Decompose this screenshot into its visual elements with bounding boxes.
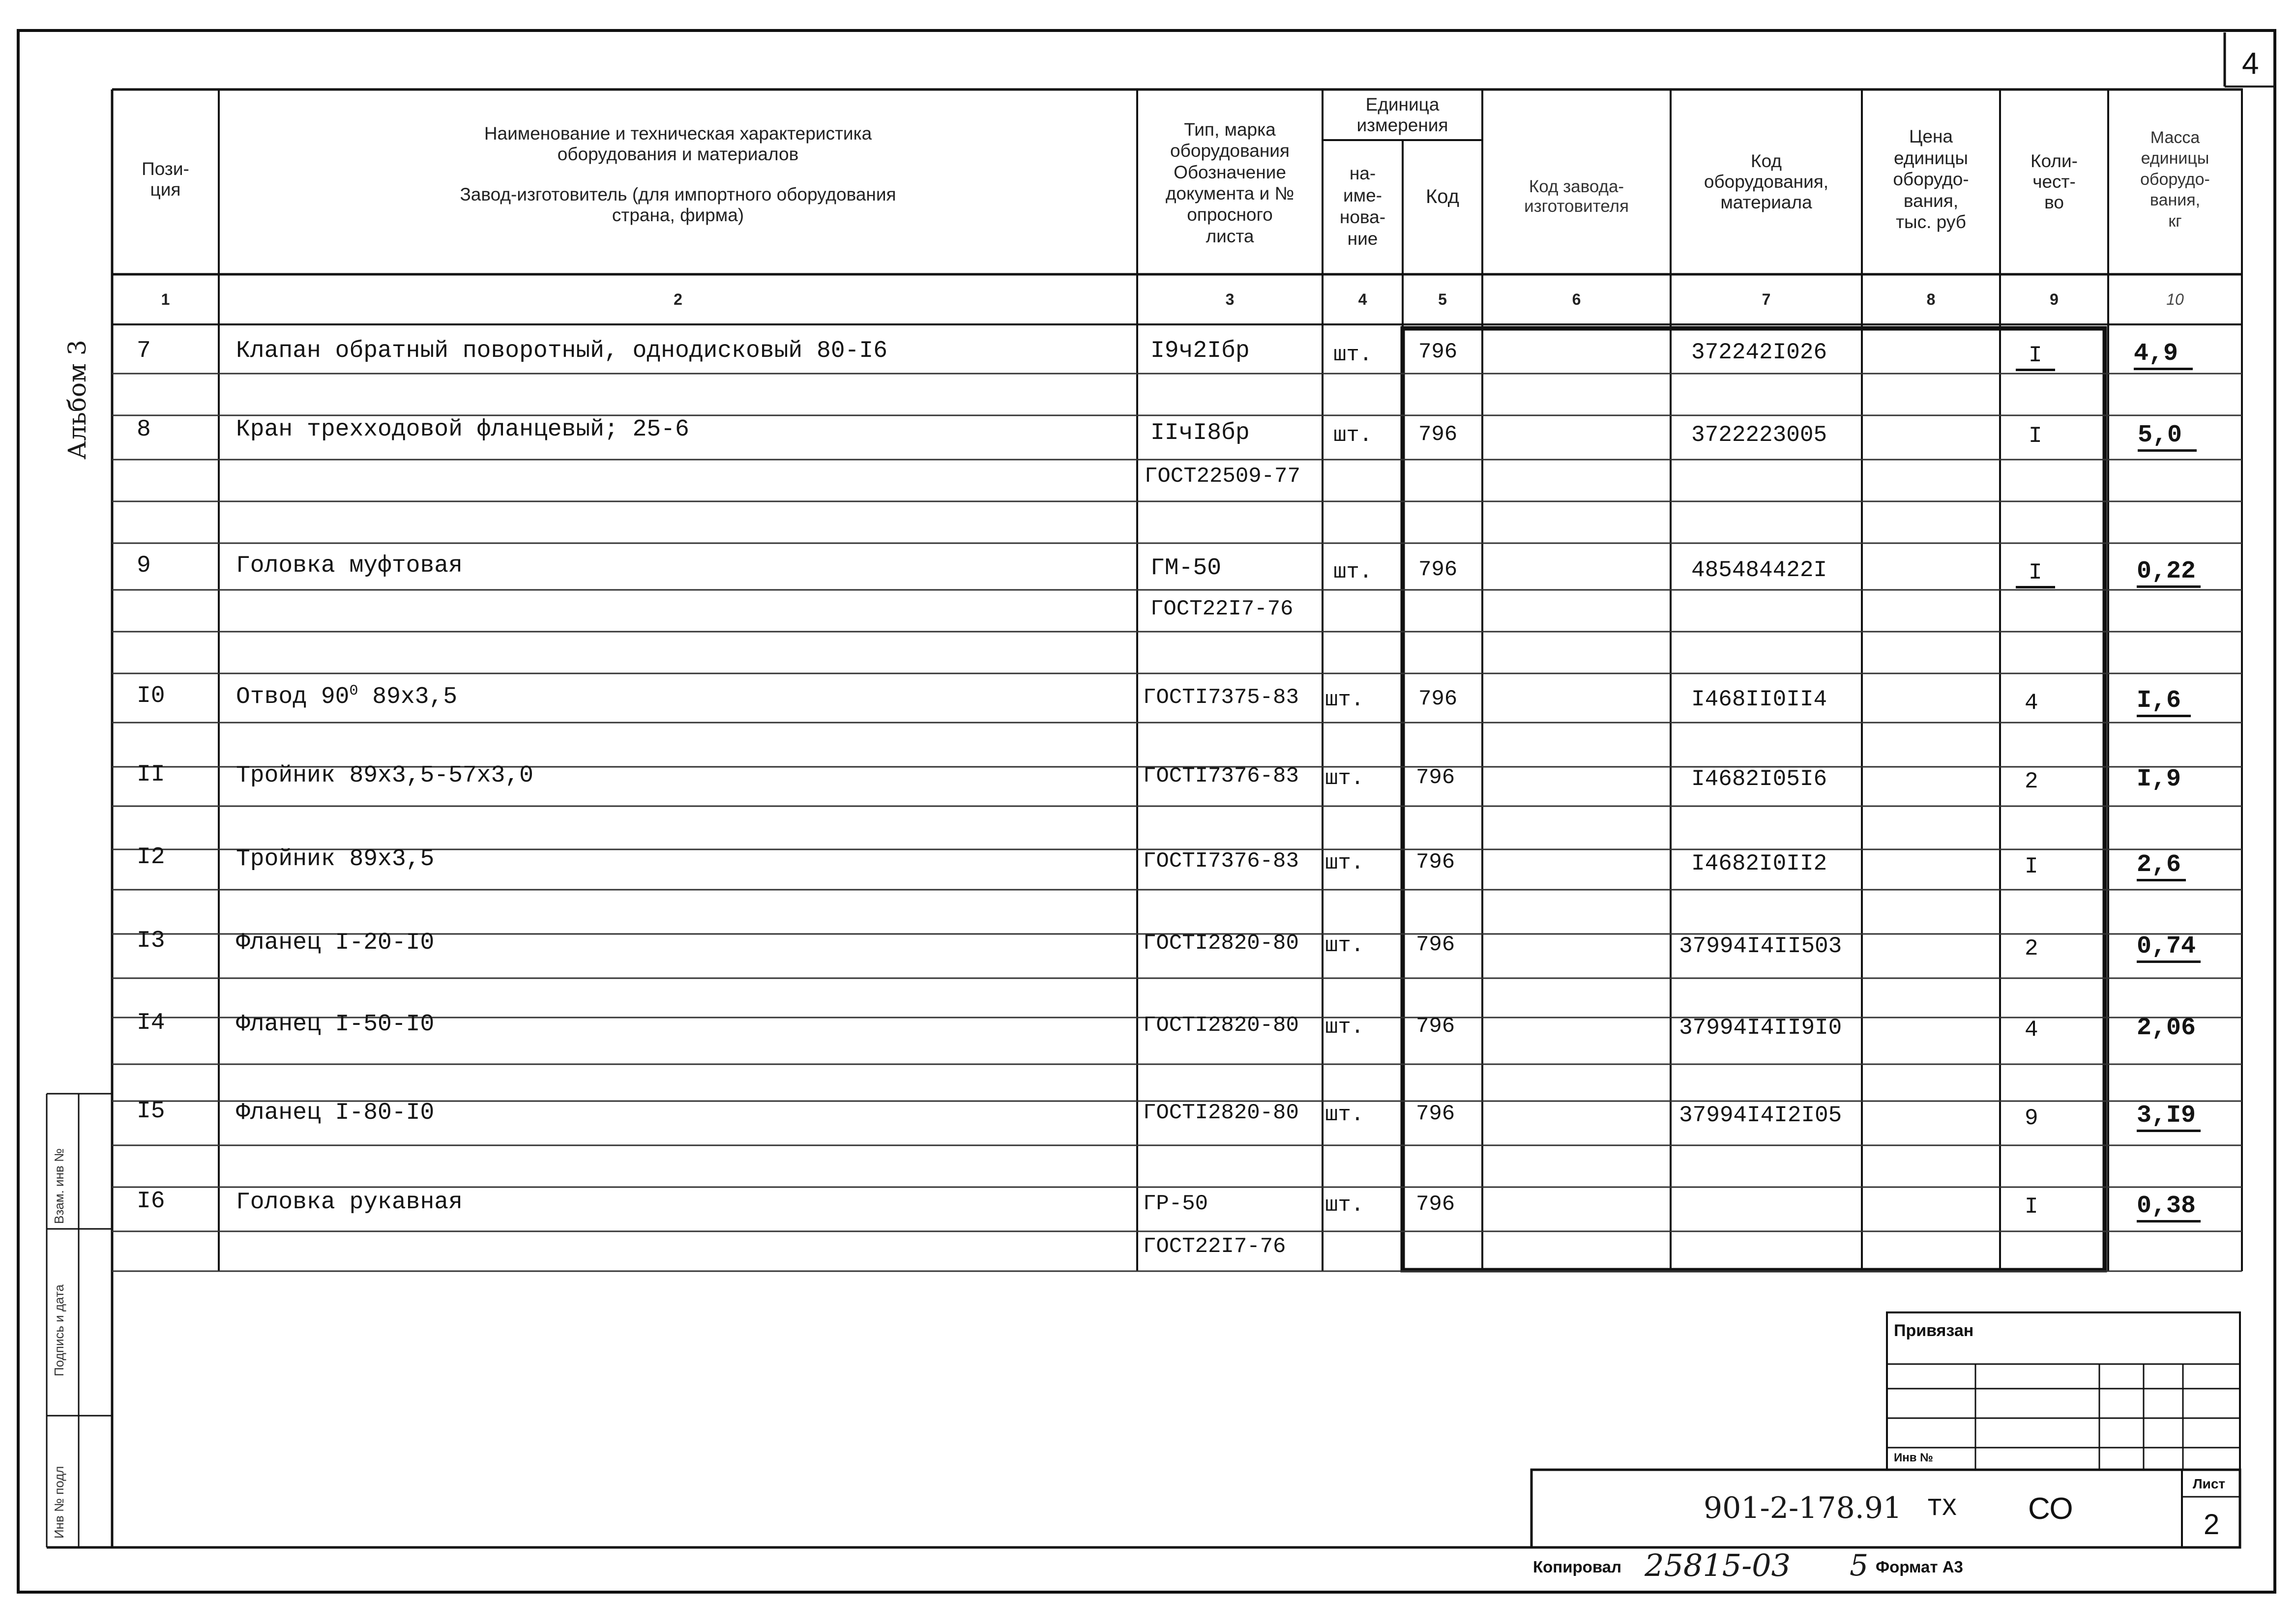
cell-type: ГОСТI2820-80	[1143, 931, 1299, 956]
cell-unit: шт.	[1333, 343, 1373, 367]
col-num-4: 4	[1358, 290, 1367, 308]
cell-position: I5	[137, 1098, 165, 1125]
header-quantity: Коли- чест- во	[2031, 151, 2078, 212]
stamp-inventory-label: Инв №	[1894, 1451, 1933, 1464]
cell-code: 796	[1418, 557, 1458, 582]
cell-quantity: 9	[2025, 1105, 2038, 1131]
cell-mass: 2,6	[2137, 851, 2186, 881]
cell-position: I0	[137, 683, 165, 709]
cell-type: ГОСТI7375-83	[1143, 685, 1299, 710]
document-code: 901-2-178.91	[1704, 1491, 1902, 1525]
cell-name: Клапан обратный поворотный, однодисковый 80-I6	[236, 338, 888, 364]
cell-type: ГР-50	[1143, 1192, 1208, 1216]
cell-quantity: I	[2025, 1194, 2038, 1220]
header-name: Наименование и техническая характеристика оборудования и материалов Завод-изготовитель (для импортного оборудования страна, фирма)	[460, 123, 896, 225]
cell-unit: шт.	[1325, 933, 1364, 958]
cell-name: Тройник 89х3,5-57х3,0	[236, 762, 533, 789]
cell-unit: шт.	[1325, 1015, 1364, 1040]
cell-mass: 0,38	[2137, 1193, 2201, 1222]
cell-position: I6	[137, 1188, 165, 1215]
copied-number: 5	[1850, 1548, 1869, 1583]
document-suffix-co: СО	[2028, 1492, 2073, 1526]
cell-name: Кран трехходовой фланцевый; 25-6	[236, 416, 689, 443]
cell-name: Фланец I-80-I0	[236, 1100, 435, 1126]
col-num-3: 3	[1225, 290, 1235, 308]
cell-quantity: I	[2016, 343, 2055, 371]
cell-material-code: I468II0II4	[1691, 687, 1827, 712]
col-num-8: 8	[1926, 290, 1936, 308]
header-mass: Масса единицы оборудо- вания, кг	[2140, 128, 2210, 231]
cell-name: Отвод $90^0$ 89х3,5	[236, 683, 458, 710]
cell-type-standard: ГОСТ22I7-76	[1143, 1234, 1286, 1259]
cell-position: II	[137, 761, 165, 788]
cell-name: Тройник 89х3,5	[236, 846, 435, 873]
cell-mass: 3,I9	[2137, 1102, 2201, 1132]
cell-mass: I,6	[2137, 687, 2191, 717]
copied-label: Копировал	[1533, 1558, 1622, 1576]
cell-code: 796	[1416, 765, 1455, 790]
header-plant-code: Код завода- изготовителя	[1524, 177, 1629, 216]
cell-mass: 5,0	[2138, 422, 2197, 452]
album-label: Альбом 3	[63, 340, 91, 460]
cell-code: 796	[1418, 687, 1458, 711]
cell-type: ГОСТI2820-80	[1143, 1013, 1299, 1038]
col-num-7: 7	[1762, 290, 1771, 308]
cell-material-code: 37994I4I2I05	[1679, 1103, 1842, 1128]
cell-type: IIчI8бр	[1150, 420, 1250, 446]
cell-quantity: I	[2029, 423, 2042, 449]
cell-code: 796	[1418, 340, 1458, 364]
col-num-5: 5	[1438, 290, 1447, 308]
col-num-10: 10	[2166, 290, 2184, 308]
cell-quantity: 2	[2025, 769, 2038, 794]
cell-code: 796	[1416, 1102, 1455, 1126]
cell-quantity: 2	[2025, 936, 2038, 961]
cell-type: I9ч2Iбр	[1150, 338, 1250, 364]
cell-name: Фланец I-50-I0	[236, 1011, 435, 1038]
cell-position: 9	[137, 553, 151, 579]
cell-position: 7	[137, 338, 151, 364]
cell-quantity: I	[2025, 854, 2038, 879]
col-num-1: 1	[161, 290, 170, 308]
cell-material-code: I4682I0II2	[1691, 851, 1827, 876]
cell-position: I3	[137, 928, 165, 954]
cell-mass: 4,9	[2134, 340, 2193, 370]
cell-type: ГОСТI7376-83	[1143, 849, 1299, 873]
header-type: Тип, марка оборудования Обозначение документа и № опросного листа	[1165, 119, 1295, 246]
header-price: Цена единицы оборудо- вания, тыс. руб	[1893, 126, 1969, 233]
cell-code: 796	[1416, 1014, 1455, 1039]
header-material-code: Код оборудования, материала	[1704, 151, 1829, 212]
cell-code: 796	[1416, 932, 1455, 957]
cell-code: 796	[1418, 422, 1458, 447]
cell-material-code: 3722223005	[1691, 422, 1827, 448]
cell-quantity: I	[2016, 560, 2055, 588]
cell-quantity: 4	[2025, 690, 2038, 716]
cell-material-code: 37994I4II9I0	[1679, 1015, 1842, 1041]
cell-unit: шт.	[1325, 1103, 1364, 1127]
copied-value: 25815-03	[1645, 1547, 1791, 1583]
col-num-2: 2	[674, 290, 682, 308]
format-label: Формат А3	[1876, 1558, 1963, 1576]
cell-unit: шт.	[1325, 851, 1364, 875]
header-unit-group: Единица измерения	[1356, 94, 1448, 135]
cell-type: ГОСТI2820-80	[1143, 1101, 1299, 1125]
cell-mass: 2,06	[2137, 1014, 2196, 1042]
col-num-9: 9	[2050, 290, 2059, 308]
side-label-sign-date: Подпись и дата	[52, 1284, 66, 1376]
header-unit-code: Код	[1425, 185, 1459, 207]
cell-unit: шт.	[1325, 1193, 1364, 1218]
header-unit-name: на- име- нова- ние	[1339, 163, 1386, 249]
cell-unit: шт.	[1333, 560, 1373, 584]
cell-type-standard: ГОСТ22I7-76	[1150, 597, 1294, 621]
cell-type-standard: ГОСТ22509-77	[1145, 464, 1300, 489]
header-position: Пози- ция	[142, 159, 189, 200]
cell-type: ГОСТI7376-83	[1143, 764, 1299, 788]
cell-material-code: I4682I05I6	[1691, 766, 1827, 792]
document-suffix-tx: ТХ	[1927, 1495, 1957, 1523]
sheet-corner-number: 4	[2242, 47, 2259, 81]
cell-name: Головка муфтовая	[236, 553, 463, 579]
cell-position: I2	[137, 844, 165, 871]
cell-unit: шт.	[1325, 766, 1364, 791]
cell-name: Головка рукавная	[236, 1189, 463, 1216]
cell-material-code: 372242I026	[1691, 340, 1827, 365]
stamp-attached-label: Привязан	[1894, 1321, 1974, 1340]
cell-code: 796	[1416, 850, 1455, 874]
cell-code: 796	[1416, 1192, 1455, 1217]
cell-material-code: 485484422I	[1691, 557, 1827, 583]
cell-unit: шт.	[1333, 423, 1373, 448]
cell-mass: 0,74	[2137, 933, 2201, 963]
cell-material-code: 37994I4II503	[1679, 933, 1842, 959]
sheet-number-label: Лист	[2193, 1476, 2226, 1491]
sheet-number-value: 2	[2204, 1509, 2220, 1541]
cell-mass: 0,22	[2137, 558, 2201, 588]
cell-name: Фланец I-20-I0	[236, 930, 435, 956]
cell-position: 8	[137, 416, 151, 443]
cell-position: I4	[137, 1010, 165, 1036]
cell-unit: шт.	[1325, 688, 1364, 712]
cell-quantity: 4	[2025, 1017, 2038, 1043]
cell-type: ГМ-50	[1150, 555, 1222, 582]
side-label-inv-sub: Взам. инв №	[52, 1148, 66, 1224]
col-num-6: 6	[1572, 290, 1581, 308]
cell-mass: I,9	[2137, 765, 2181, 793]
side-label-inv-orig: Инв № подл	[52, 1466, 66, 1539]
